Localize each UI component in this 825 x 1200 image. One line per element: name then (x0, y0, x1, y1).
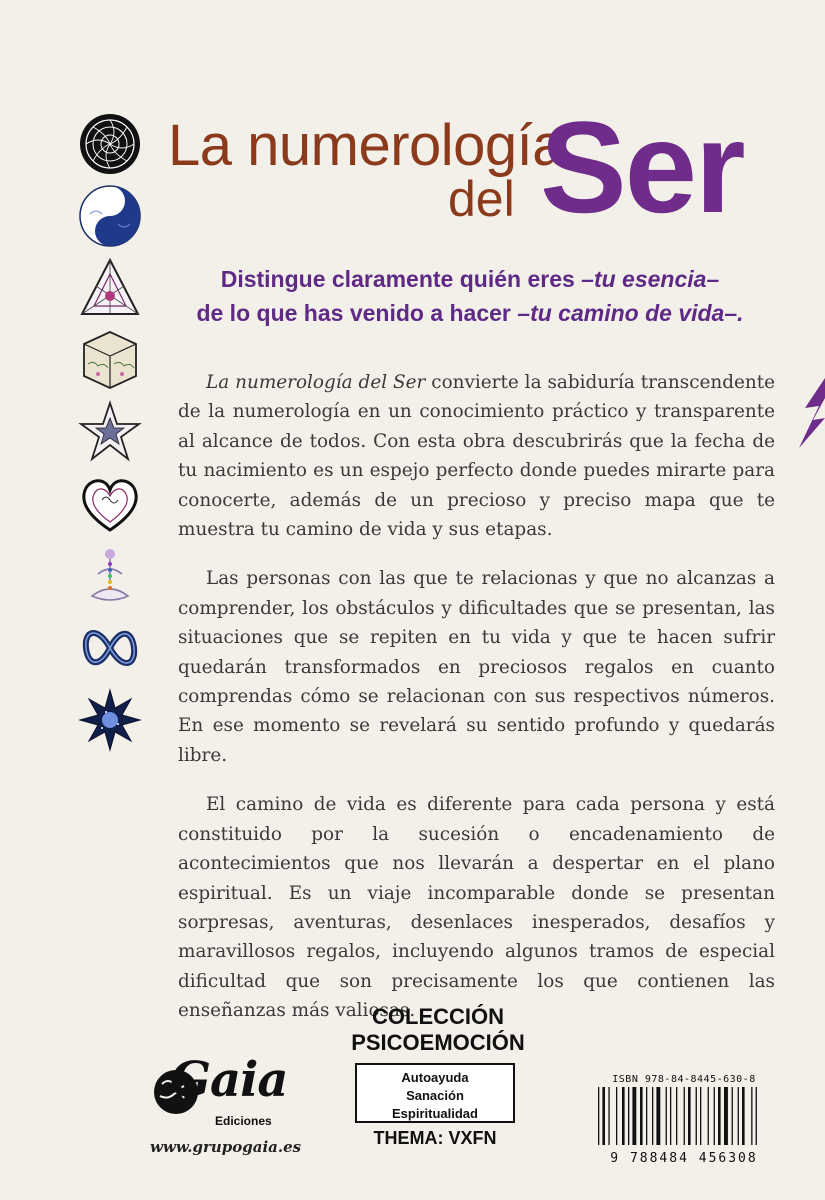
collection-line-2: PSICOEMOCIÓN (351, 1030, 525, 1055)
barcode-bar (652, 1087, 653, 1145)
title-line-2: del (448, 171, 515, 227)
barcode-bar (751, 1087, 752, 1145)
barcode-bar (632, 1087, 636, 1145)
barcode-bar (714, 1087, 715, 1145)
paragraph-3: El camino de vida es diferente para cada persona y está constituido por la sucesión o encadenamiento de acontecimientos que nos llevarán a despertar en el plano espiritual. Es un viaje incomparable donde se presentan sorpresas, aventuras, desenlaces inesperados, desafíos y maravillosos regalos, incluyendo algunos tramos de especial dificultad que son precisamente los que contienen las enseñanzas más valiosas. (178, 794, 775, 1022)
barcode-bar (718, 1087, 721, 1145)
barcode-bar (738, 1087, 739, 1145)
star-icon (78, 400, 142, 464)
tagline-life-path: –tu camino de vida–. (517, 300, 744, 326)
genre-item: Autoayuda (401, 1070, 469, 1085)
paragraph-1 (178, 368, 775, 544)
barcode-bar (628, 1087, 629, 1145)
triangle-icon (78, 256, 142, 320)
publisher-name: Gaia (170, 1052, 288, 1108)
barcode-bar (670, 1087, 671, 1145)
publisher-sub: Ediciones (215, 1114, 272, 1128)
barcode-bar (700, 1087, 701, 1145)
barcode-bar (640, 1087, 643, 1145)
tagline (160, 262, 780, 330)
feather-decoration (795, 378, 825, 448)
tagline-line-1: Distingue claramente quién eres (220, 266, 582, 292)
barcode-bar (608, 1087, 609, 1145)
barcode-bar (742, 1087, 745, 1145)
barcode-block (592, 1074, 776, 1164)
barcode-bar (622, 1087, 625, 1145)
barcode-bar (656, 1087, 660, 1145)
book-title-inline: La numerología del Ser (206, 372, 426, 393)
barcode-bar (684, 1087, 685, 1145)
barcode-bar (676, 1087, 677, 1145)
eight-point-star-icon (78, 688, 142, 752)
collection-line-1: COLECCIÓN (372, 1004, 504, 1029)
paragraph-2: Las personas con las que te relacionas y que no alcanzas a comprender, los obstáculos y dificultades que se presentan, las situaciones que se repiten en tu vida y que te hacen sufrir quedarán transformados en preciosos regalos en cuanto comprendas cómo se relacionan con sus respectivos números. En ese momento se revelará su sentido profundo y quedarás libre. (178, 568, 775, 766)
tagline-essence: –tu esencia– (581, 266, 720, 292)
barcode-bars (592, 1085, 776, 1147)
genre-box (355, 1063, 515, 1123)
collection-title (318, 1004, 558, 1056)
title-ser: Ser (540, 94, 744, 240)
tagline-line-2: de lo que has venido a hacer (196, 300, 518, 326)
barcode-bar (724, 1087, 728, 1145)
ean-text: 9 788484 456308 (610, 1151, 758, 1166)
back-cover-text (178, 368, 775, 1046)
barcode-bar (756, 1087, 757, 1145)
barcode-bar (598, 1087, 599, 1145)
barcode-bar (666, 1087, 667, 1145)
infinity-icon (78, 616, 142, 680)
meditation-figure-icon (78, 544, 142, 608)
barcode-bar (646, 1087, 647, 1145)
thema-code: THEMA: VXFN (373, 1128, 497, 1148)
barcode-bar (732, 1087, 733, 1145)
heart-icon (78, 472, 142, 536)
publisher-url[interactable]: www.grupogaia.es (150, 1138, 302, 1156)
isbn-text: ISBN 978-84-8445-630-8 (612, 1074, 756, 1085)
barcode-bar (616, 1087, 617, 1145)
title-line-1: La numerología (168, 113, 565, 178)
barcode-bar (688, 1087, 691, 1145)
cube-icon (78, 328, 142, 392)
yin-yang-icon (78, 184, 142, 248)
genre-item: Sanación (406, 1088, 464, 1103)
symbol-column (78, 112, 146, 760)
mandala-icon (78, 112, 142, 176)
barcode-bar (602, 1087, 605, 1145)
genre-item: Espiritualidad (392, 1106, 478, 1121)
paragraph-1-text: convierte la sabiduría transcendente de la numerología en un conocimiento práctico y transparente al alcance de todos. Con esta obra descubrirás que la fecha de tu nacimiento es un espejo perfecto donde puedes mirarte para conocerte, además de un precioso y preciso mapa que te muestra tu camino de vida y sus etapas. (178, 372, 775, 541)
barcode-bar (708, 1087, 709, 1145)
barcode-bar (696, 1087, 697, 1145)
